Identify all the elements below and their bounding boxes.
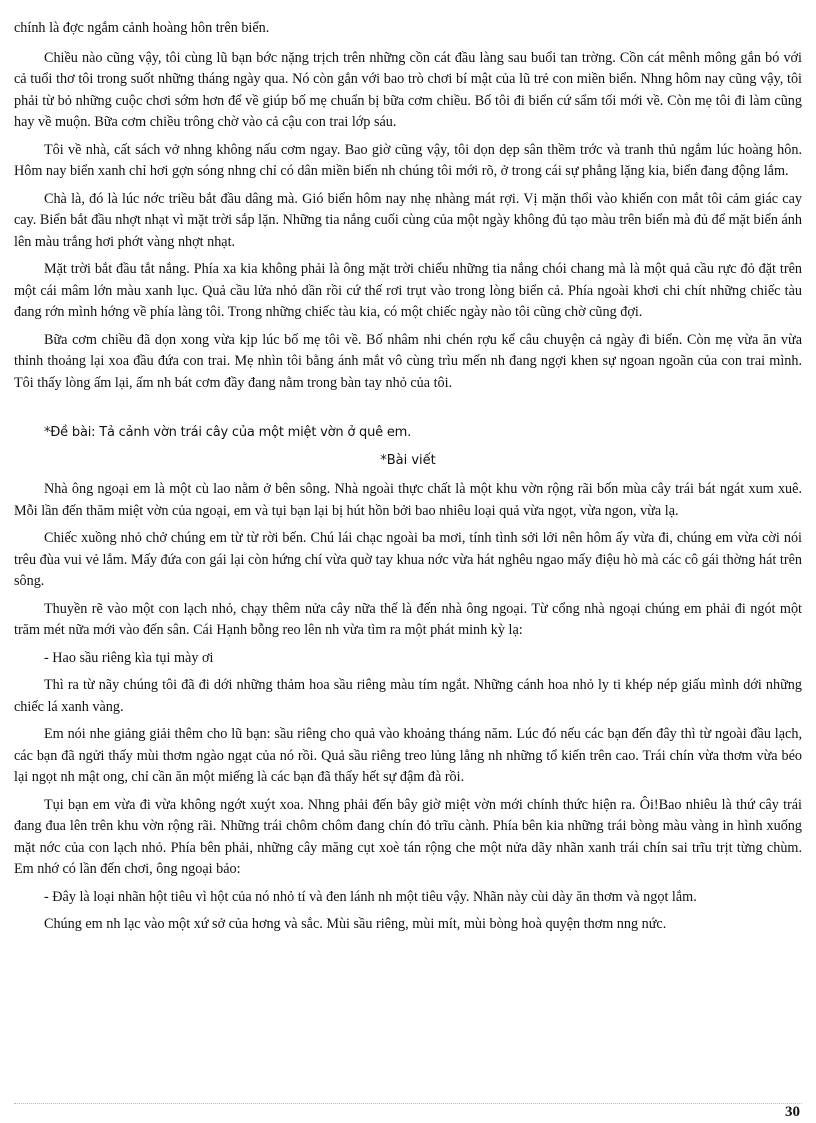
footer-divider: [14, 1103, 802, 1104]
paragraph: Nhà ông ngoại em là một cù lao nằm ở bên sông. Nhà ngoài thực chất là một khu vờn rộng rãi bốn mùa cây trái bát ngát xum xuê. Mỗi lần đến thăm miệt vờn của ngoại, em và tụi bạn lại bị hút hồn bởi bao nhiêu loại quả vừa ngọt, vừa ngon, vừa lạ.: [14, 481, 802, 519]
paragraph: Em nói nhe giảng giải thêm cho lũ bạn: sầu riêng cho quả vào khoảng tháng năm. Lúc đó nếu các bạn đến đây thì từ ngoài đầu lạch, các bạn đã ngửi thấy mùi thơm ngào ngạt của nó rồi. Quả sầu riêng treo lủng lẳng nh những tổ kiến trên cao. Trái chín vừa thơm vừa béo lại ngọt nh mật ong, chỉ cần ăn một miếng là các bạn đã thấy hết sự đậm đà rồi.: [14, 726, 802, 785]
essay-topic: *Đề bài: Tả cảnh vờn trái cây của một miệt vờn ở quê em.: [44, 425, 412, 440]
paragraph: Mặt trời bắt đầu tắt nắng. Phía xa kia không phải là ông mặt trời chiếu những tia nắng chói chang mà là một quả cầu rực đỏ đặt trên một cái mâm lớn màu xanh lục. Quả cầu lửa nhỏ dần rồi cứ thế rơi trụt vào trong lòng biển cả. Phía ngoài khơi chi chít những chiếc tàu đang rớn mình hớng về phía làng tôi. Trong những chiếc tàu kia, có một chiếc ngày nào tôi cũng chờ cũng đợi.: [14, 261, 802, 320]
paragraph-intro-end: chính là đợc ngắm cảnh hoàng hôn trên biển.: [14, 20, 270, 36]
paragraph: Chiều nào cũng vậy, tôi cùng lũ bạn bớc nặng trịch trên những cồn cát đầu làng sau buổi tan trờng. Cồn cát mênh mông gắn bó với cả tuổi thơ tôi trong suốt những tháng ngày qua. Nó còn gắn với bao trò chơi bí mật của lũ trẻ con miền biển. Nhng hôm nay cũng vậy, tôi phải từ bỏ những cuộc chơi sớm hơn để về giúp bố mẹ chuẩn bị bữa cơm chiều. Bố tôi đi biển cứ sẩm tối mới về. Còn mẹ tôi đi làm cũng hay về muộn. Bữa cơm chiều trông chờ vào cả cậu con trai lớp sáu.: [14, 49, 802, 130]
dialogue-line: - Hao sầu riêng kìa tụi mày ơi: [44, 649, 214, 666]
paragraph: Chà là, đó là lúc nớc triều bắt đầu dâng mà. Gió biển hôm nay nhẹ nhàng mát rợi. Vị mặn thổi vào khiến con mắt tôi cảm giác cay cay. Biển bắt đầu nhợt nhạt vì mặt trời sắp lặn. Những tia nắng cuối cùng của một ngày không đủ tạo màu trên biển mà đủ để mặt biển ánh lên màu trắng hơi phớt vàng nhợt nhạt.: [14, 190, 802, 250]
essay-subheading: *Bài viết: [380, 452, 436, 468]
page-number: 30: [785, 1104, 800, 1120]
paragraph: Thì ra từ nãy chúng tôi đã đi dới những thảm hoa sầu riêng màu tím ngắt. Những cánh hoa nhỏ ly ti khép nép giấu mình dới những chiếc lá xanh vàng.: [14, 677, 802, 715]
paragraph: Tụi bạn em vừa đi vừa không ngớt xuýt xoa. Nhng phải đến bây giờ miệt vờn mới chính thức hiện ra. Ôi!Bao nhiêu là thứ cây trái đang đua lên trên khu vờn rộng rãi. Những trái chôm chôm đang chín đỏ trĩu cành. Phía bên kia những trái bòng màu vàng in hình xuống mặt nớc của con lạch nhỏ. Phía bên phải, những cây măng cụt xoè tán rộng che một nửa dãy nhãn xanh trái chín sai trĩu trịt từng chùm. Em nhớ có lần đến chơi, ông ngoại bảo:: [14, 796, 802, 877]
paragraph: Chiếc xuồng nhỏ chở chúng em từ từ rời bến. Chú lái chạc ngoài ba mơi, tính tình sởi lởi nên hôm ấy vừa đi, chúng em vừa cời nói trêu đùa vui vẻ lắm. Mấy đứa con gái lại còn hứng chí vừa quờ tay khua nớc vừa hát nghêu ngao mấy điệu hò mà các cô gái thờng hát trên sông.: [14, 530, 802, 589]
paragraph: Thuyền rẽ vào một con lạch nhỏ, chạy thêm nửa cây nữa thế là đến nhà ông ngoại. Từ cổng nhà ngoại chúng em phải đi ngót một trăm mét nữa mới vào đến sân. Cái Hạnh bỗng reo lên nh vừa tìm ra một phát minh kỳ lạ:: [14, 600, 802, 638]
document-page: [14, 18, 802, 942]
paragraph: Chúng em nh lạc vào một xứ sở của hơng và sắc. Mùi sầu riêng, mùi mít, mùi bòng hoà quyện thơm nng nức.: [44, 916, 667, 932]
paragraph: Bữa cơm chiều đã dọn xong vừa kịp lúc bố mẹ tôi về. Bố nhâm nhi chén rợu kể câu chuyện cả ngày đi biển. Còn mẹ vừa ăn vừa thỉnh thoảng lại xoa đầu đứa con trai. Mẹ nhìn tôi bằng ánh mắt vô cùng trìu mến nh đang ngợi khen sự ngoan ngoãn của con trai mình. Tôi thấy lòng ấm lại, ấm nh bát cơm đầy đang nằm trong bàn tay nhỏ của tôi.: [14, 331, 802, 391]
dialogue-line: - Đây là loại nhãn hột tiêu vì hột của nó nhỏ tí và đen lánh nh một tiêu vậy. Nhãn này cùi dày ăn thơm và ngọt lắm.: [44, 888, 697, 905]
paragraph: Tôi về nhà, cất sách vở nhng không nấu cơm ngay. Bao giờ cũng vậy, tôi dọn dẹp sân thềm trớc và tranh thủ ngắm lúc hoàng hôn. Hôm nay biển xanh chỉ hơi gợn sóng nhng chỉ có dân miền biển nh chúng tôi mới rõ, ở trong cái sự phẳng lặng kia, biển đang động lắm.: [14, 141, 802, 179]
